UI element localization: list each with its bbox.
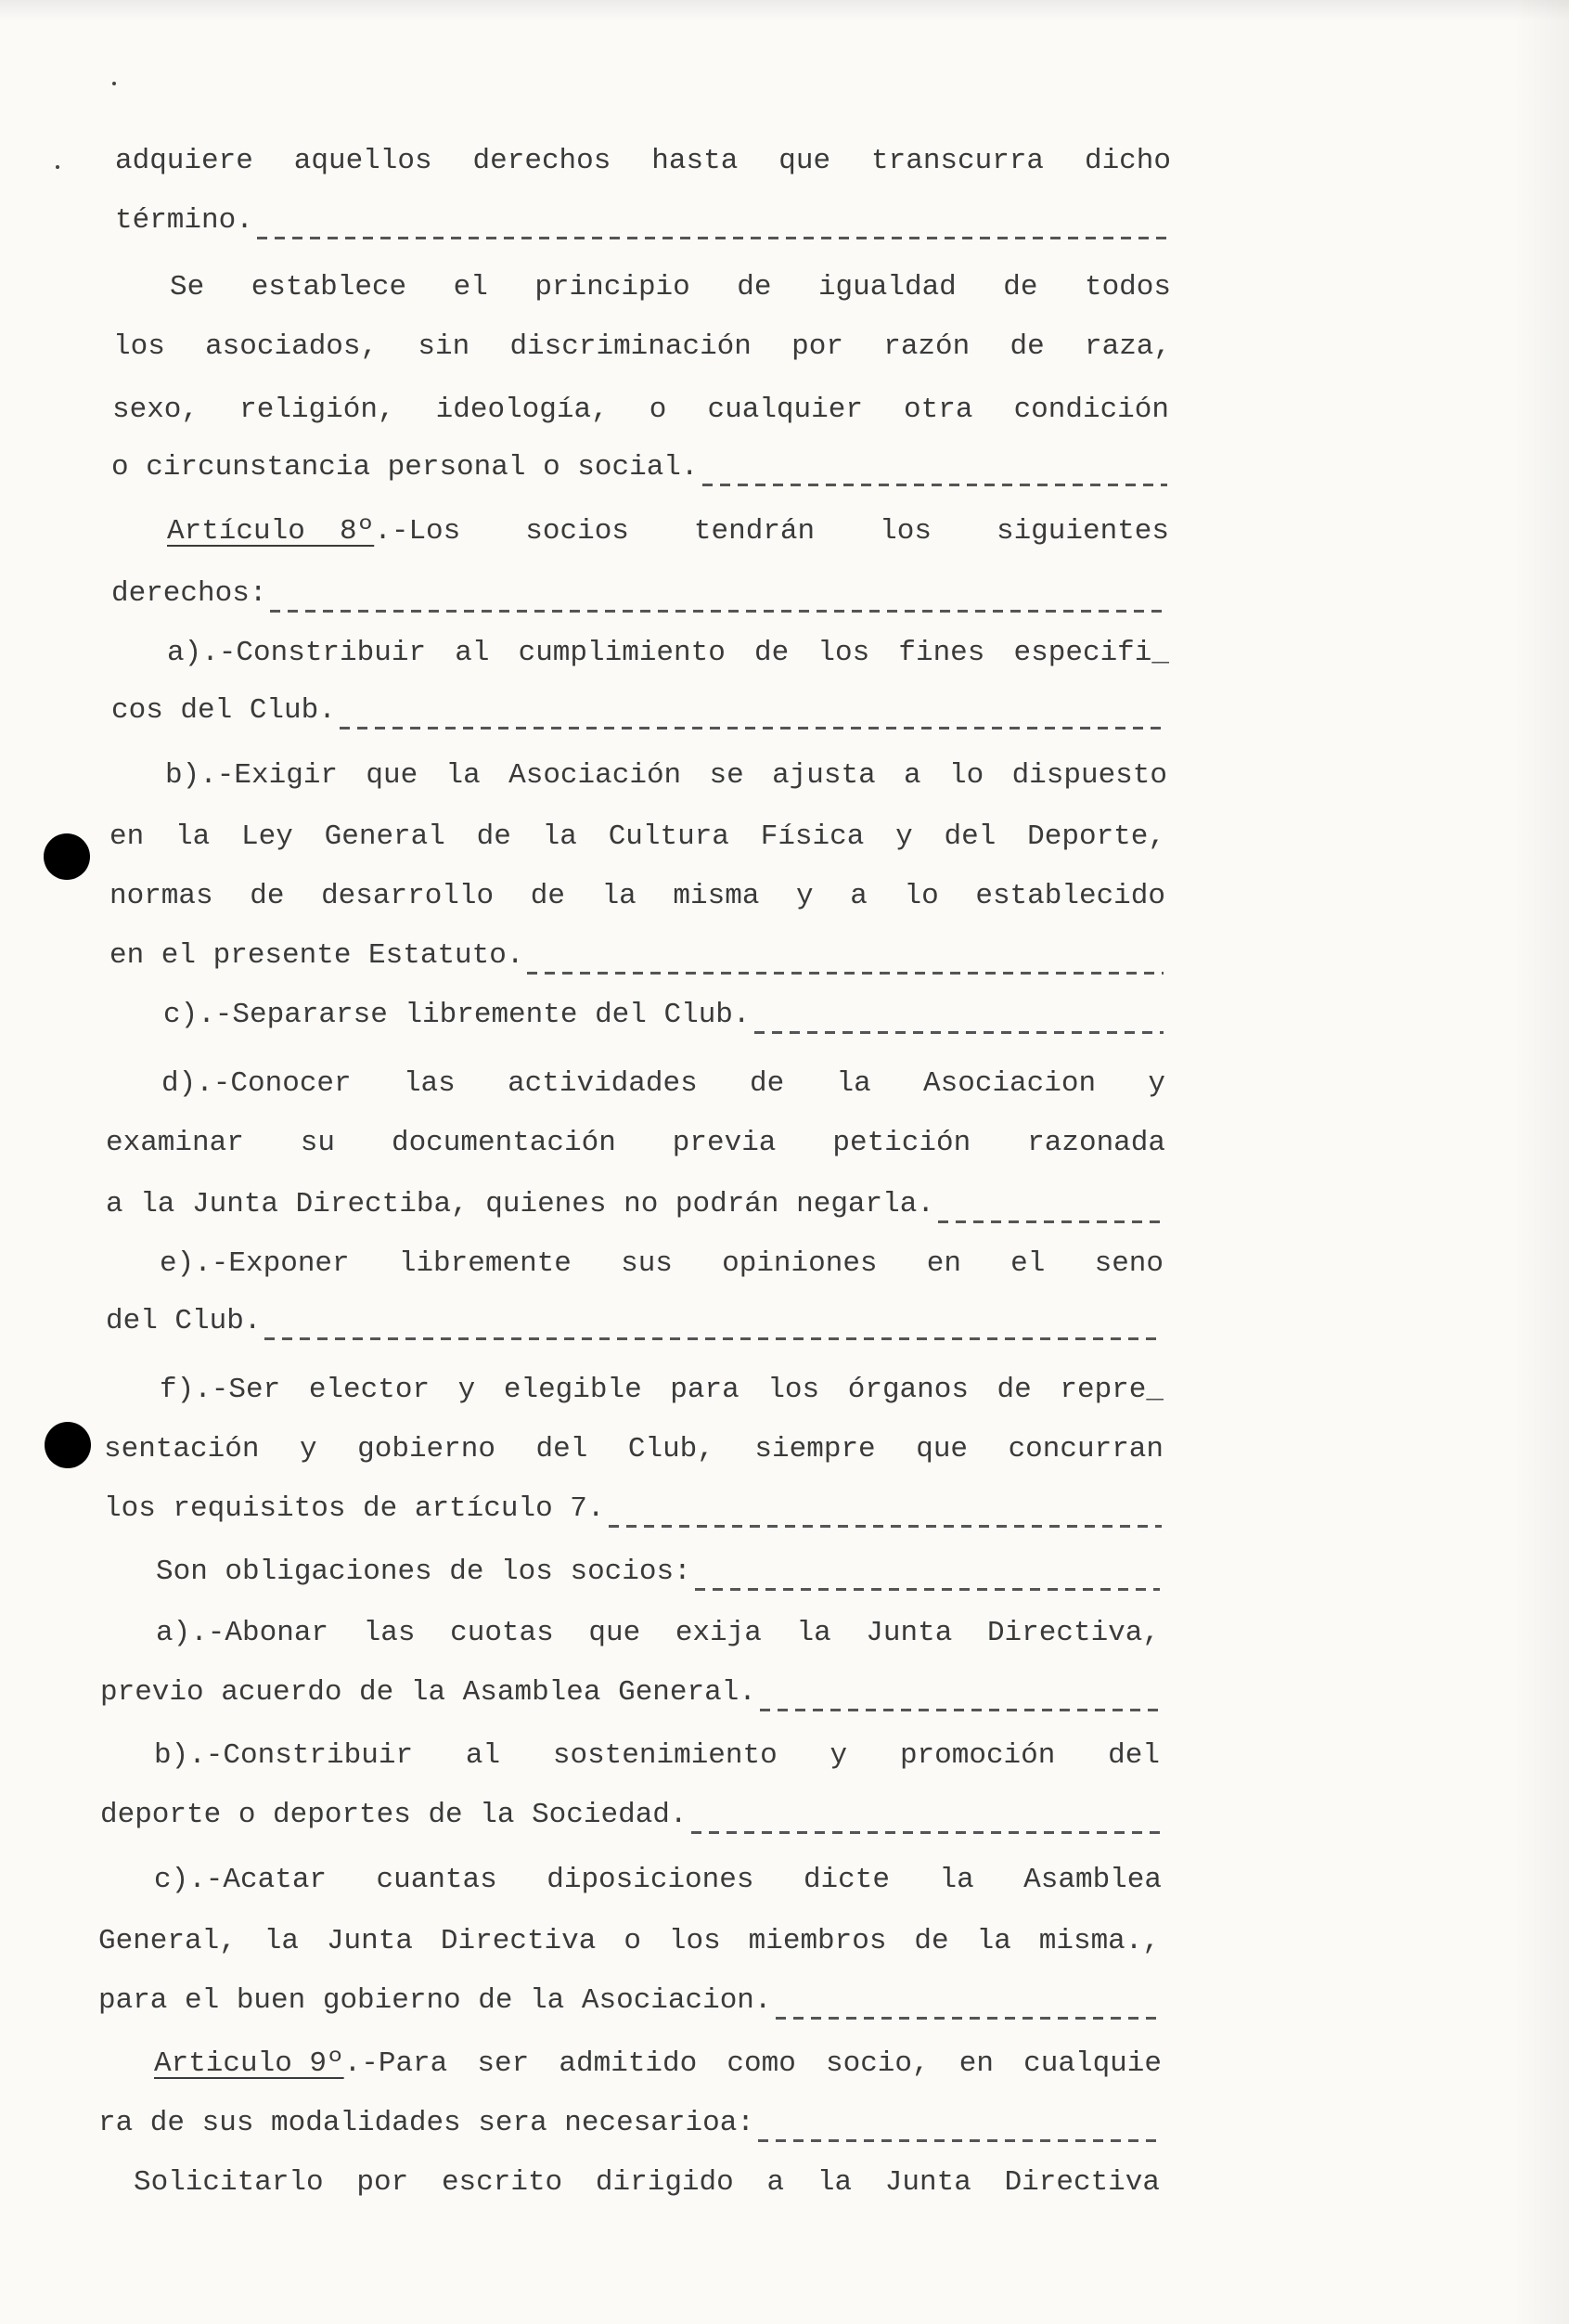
text-line [161,1067,1165,1114]
line-text: c).-Acatar cuantas diposiciones dicte la Asamblea [154,1864,1162,1896]
dash-filler [758,2139,1160,2142]
article-heading: Artículo 8º [167,515,375,548]
line-text: en la Ley General de la Cultura Física y del Deporte, [109,820,1165,853]
dash-filler [776,2017,1160,2020]
text-line [112,394,1169,440]
text-line [111,451,1167,497]
line-text: General, la Junta Directiva o los miembros de la misma., [98,1925,1160,1957]
text-line [134,2166,1160,2213]
line-text: ra de sus modalidades sera necesarioa: [98,2107,754,2139]
text-line [104,1492,1162,1539]
dash-filler [257,237,1171,239]
text-line [98,1984,1160,2031]
dash-filler [754,1031,1164,1034]
line-text: e).-Exponer libremente sus opiniones en el seno [160,1247,1164,1280]
text-line [111,577,1167,624]
line-text: deporte o deportes de la Sociedad. [100,1799,688,1831]
text-line [106,1305,1162,1351]
line-text: d).-Conocer las actividades de la Asociacion y [161,1067,1165,1100]
line-text: los requisitos de artículo 7. [104,1492,605,1525]
line-text: b).-Constribuir al sostenimiento y promoción del [154,1739,1160,1772]
line-text: examinar su documentación previa petición razonada [106,1127,1165,1159]
text-line [154,1864,1162,1910]
text-line [170,271,1171,317]
text-line [160,1247,1164,1294]
text-line [104,1433,1164,1479]
text-line [98,1925,1160,1971]
line-text: cos del Club. [111,694,336,727]
line-text: los asociados, sin discriminación por razón de raza, [113,330,1171,363]
line-text: a la Junta Directiba, quienes no podrán negarla. [106,1188,934,1220]
dash-filler [527,972,1164,975]
text-line [106,1127,1165,1173]
text-line [165,759,1167,806]
text-line [154,1739,1160,1786]
line-text: .-Para ser admitido como socio, en cualquie [343,2047,1162,2080]
line-text: sentación y gobierno del Club, siempre que concurran [104,1433,1164,1465]
line-text: Se establece el principio de igualdad de todos [170,271,1171,303]
line-text: f).-Ser elector y elegible para los órganos de repre_ [160,1374,1164,1406]
line-text: a).-Constribuir al cumplimiento de los fines especifi_ [167,637,1169,669]
line-text: adquiere aquellos derechos hasta que transcurra dicho [115,145,1171,177]
text-line [167,515,1169,562]
text-line [111,694,1165,741]
line-text: o circunstancia personal o social. [111,451,699,484]
line-text: del Club. [106,1305,262,1337]
page-right-edge [1513,0,1569,2324]
line-text: c).-Separarse libremente del Club. [163,999,751,1031]
line-text: en el presente Estatuto. [109,939,524,972]
dash-filler [340,727,1165,729]
text-line [109,880,1165,926]
line-text: normas de desarrollo de la misma y a lo establecido [109,880,1165,912]
speck [112,82,116,85]
text-line [98,2107,1160,2153]
text-line [113,330,1171,377]
line-text: Solicitarlo por escrito dirigido a la Junta Directiva [134,2166,1160,2199]
text-line [115,204,1171,251]
dash-filler [270,610,1167,613]
text-line [154,2047,1162,2094]
dash-filler [609,1525,1163,1528]
article-heading: Articulo 9º [154,2047,344,2080]
text-line [167,637,1169,683]
text-line [100,1799,1160,1845]
text-line [100,1676,1160,1723]
dash-filler [695,1588,1160,1591]
punch-hole-bottom [45,1422,91,1468]
dash-filler [760,1709,1160,1711]
dash-filler [264,1337,1162,1340]
dash-filler [691,1831,1160,1834]
page-top-edge [0,0,1569,20]
line-text: para el buen gobierno de la Asociacion. [98,1984,772,2017]
line-text: sexo, religión, ideología, o cualquier otra condición [112,394,1169,426]
text-line [109,820,1165,867]
line-text: derechos: [111,577,267,610]
text-line [156,1617,1160,1663]
dash-filler [938,1220,1164,1223]
line-text: .-Los socios tendrán los siguientes [374,515,1169,548]
speck [56,165,59,169]
line-text: previo acuerdo de la Asamblea General. [100,1676,756,1709]
text-line [106,1188,1164,1234]
text-line [156,1556,1160,1602]
text-line [109,939,1164,986]
line-text: Son obligaciones de los socios: [156,1556,691,1588]
punch-hole-top [44,833,90,880]
text-line [160,1374,1164,1420]
text-line [163,999,1164,1045]
dash-filler [702,484,1167,486]
line-text: a).-Abonar las cuotas que exija la Junta Directiva, [156,1617,1160,1649]
line-text: b).-Exigir que la Asociación se ajusta a lo dispuesto [165,759,1167,792]
text-line [115,145,1171,191]
line-text: término. [115,204,253,237]
